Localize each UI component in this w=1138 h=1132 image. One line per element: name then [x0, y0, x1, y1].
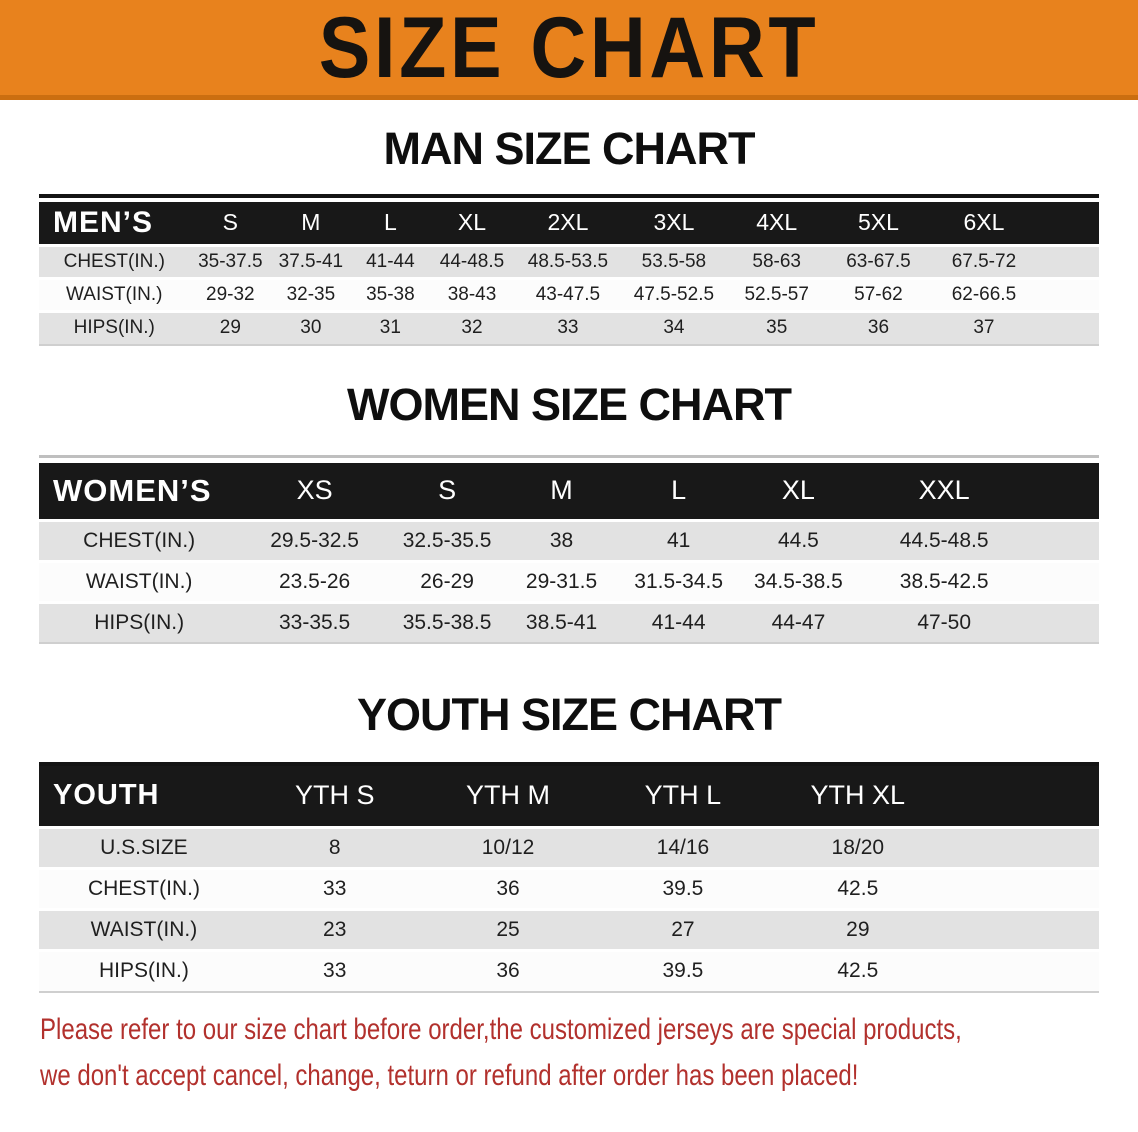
women-value-cell: 44-47: [771, 610, 826, 634]
youth-row-1: [39, 869, 1099, 910]
youth-value-cell: 23: [323, 918, 347, 941]
men-value-cell: 36: [867, 317, 890, 339]
men-value-cell: 29-32: [206, 284, 255, 305]
youth-size-table: [39, 766, 1099, 993]
men-column-header-3: XL: [457, 209, 487, 236]
women-section-heading: WOMEN SIZE CHART: [347, 378, 791, 430]
footer-line-1: Please refer to our size chart before order,the customized jerseys are special products,: [40, 1012, 962, 1046]
youth-value-cell: 36: [496, 959, 520, 983]
filler-cell: [1039, 279, 1099, 312]
women-row-label-1: WAIST(IN.): [85, 569, 193, 593]
women-row-label-2: HIPS(IN.): [94, 610, 185, 634]
women-header-row: [39, 463, 1099, 520]
women-row-0: [39, 520, 1099, 561]
men-value-cell: 37.5-41: [278, 251, 344, 272]
youth-row-3: [39, 951, 1099, 992]
men-row-label-1: WAIST(IN.): [66, 284, 163, 305]
youth-section-heading: YOUTH SIZE CHART: [356, 689, 781, 740]
women-column-header-5: XXL: [918, 475, 970, 506]
men-value-cell: 33: [557, 317, 579, 339]
men-value-cell: 48.5-53.5: [527, 251, 609, 272]
men-column-header-7: 5XL: [858, 209, 899, 236]
youth-row-label-2: WAIST(IN.): [90, 918, 198, 941]
men-section: [0, 124, 1138, 346]
youth-column-header-2: YTH L: [644, 780, 722, 811]
men-column-header-0: S: [222, 209, 238, 236]
men-value-cell: 38-43: [447, 284, 497, 305]
women-value-cell: 35.5-38.5: [402, 610, 492, 634]
youth-row-label-3: HIPS(IN.): [99, 959, 189, 983]
men-value-cell: 47.5-52.5: [633, 284, 715, 305]
men-row-label-0: CHEST(IN.): [63, 251, 165, 272]
women-group-label: WOMEN’S: [53, 472, 212, 508]
women-row-2: [39, 602, 1099, 643]
men-column-header-6: 4XL: [756, 209, 798, 236]
youth-row-0: [39, 828, 1099, 869]
men-value-cell: 30: [300, 317, 322, 339]
filler-cell: [945, 910, 1099, 951]
men-value-cell: 53.5-58: [641, 251, 707, 272]
filler-cell: [1039, 312, 1099, 345]
youth-column-header-0: YTH S: [294, 780, 375, 811]
men-value-cell: 57-62: [854, 284, 903, 305]
women-column-header-3: L: [671, 475, 687, 506]
footer-note: [40, 1007, 1138, 1099]
men-row-2: [39, 312, 1099, 345]
youth-row-2: [39, 910, 1099, 951]
youth-value-cell: 8: [328, 836, 341, 859]
men-size-table: [39, 202, 1099, 346]
women-value-cell: 44.5: [777, 528, 819, 552]
men-value-cell: 35: [766, 317, 788, 339]
men-section-heading: MAN SIZE CHART: [383, 123, 755, 174]
women-value-cell: 32.5-35.5: [402, 528, 492, 552]
women-column-header-2: M: [550, 475, 573, 506]
women-value-cell: 38: [549, 528, 574, 552]
youth-value-cell: 39.5: [662, 959, 704, 983]
men-value-cell: 32-35: [286, 284, 336, 305]
youth-header-row: [39, 766, 1099, 828]
women-column-header-0: XS: [296, 475, 333, 506]
men-column-header-2: L: [383, 209, 397, 236]
women-value-cell: 26-29: [420, 569, 474, 593]
men-value-cell: 29: [219, 317, 241, 339]
youth-value-cell: 39.5: [662, 877, 704, 900]
men-row-1: [39, 279, 1099, 312]
youth-value-cell: 27: [671, 918, 695, 941]
youth-value-cell: 42.5: [837, 959, 879, 983]
men-value-cell: 32: [461, 317, 483, 339]
men-table-wrap: [39, 194, 1099, 346]
filler-cell: [1030, 561, 1099, 602]
men-row-label-2: HIPS(IN.): [73, 317, 155, 339]
men-column-header-5: 3XL: [653, 209, 695, 236]
women-column-header-1: S: [438, 475, 457, 506]
filler-cell: [1030, 520, 1099, 561]
men-header-row: [39, 202, 1099, 246]
youth-value-cell: 42.5: [837, 877, 879, 900]
women-row-1: [39, 561, 1099, 602]
women-value-cell: 31.5-34.5: [634, 569, 724, 593]
women-value-cell: 34.5-38.5: [754, 569, 843, 593]
men-value-cell: 34: [663, 317, 685, 339]
filler-cell: [1030, 463, 1099, 520]
men-column-header-4: 2XL: [547, 209, 589, 236]
men-value-cell: 63-67.5: [846, 251, 911, 272]
men-column-header-8: 6XL: [963, 209, 1005, 236]
women-value-cell: 38.5-42.5: [899, 569, 989, 593]
women-value-cell: 38.5-41: [525, 610, 598, 634]
size-chart-banner: [0, 0, 1138, 100]
women-row-label-0: CHEST(IN.): [83, 528, 196, 552]
filler-cell: [945, 951, 1099, 992]
women-value-cell: 23.5-26: [278, 569, 351, 593]
men-value-cell: 41-44: [366, 251, 415, 272]
youth-column-header-3: YTH XL: [810, 780, 906, 811]
youth-value-cell: 18/20: [831, 836, 885, 859]
youth-row-label-0: U.S.SIZE: [100, 836, 188, 859]
men-value-cell: 44-48.5: [439, 251, 505, 272]
women-section: [0, 380, 1138, 645]
women-value-cell: 47-50: [917, 610, 972, 634]
banner-title: SIZE CHART: [318, 0, 820, 96]
youth-section: [0, 690, 1138, 993]
men-column-header-1: M: [301, 209, 321, 236]
men-value-cell: 67.5-72: [951, 251, 1017, 272]
filler-cell: [1039, 202, 1099, 246]
men-value-cell: 35-38: [366, 284, 415, 305]
women-value-cell: 41-44: [651, 610, 706, 634]
men-value-cell: 58-63: [752, 251, 802, 272]
youth-table-wrap: [39, 762, 1099, 993]
filler-cell: [945, 828, 1099, 869]
filler-cell: [1030, 602, 1099, 643]
filler-cell: [945, 766, 1099, 828]
youth-value-cell: 25: [496, 918, 520, 941]
men-value-cell: 31: [379, 317, 401, 339]
men-group-label: MEN’S: [53, 205, 154, 239]
youth-value-cell: 14/16: [656, 836, 710, 859]
men-value-cell: 35-37.5: [198, 251, 263, 272]
men-value-cell: 62-66.5: [951, 284, 1017, 305]
men-value-cell: 37: [973, 317, 995, 339]
women-value-cell: 29-31.5: [525, 569, 598, 593]
filler-cell: [945, 869, 1099, 910]
women-column-header-4: XL: [781, 475, 815, 506]
women-value-cell: 41: [666, 528, 691, 552]
youth-value-cell: 33: [323, 959, 347, 983]
youth-value-cell: 29: [846, 918, 870, 941]
women-value-cell: 29.5-32.5: [270, 528, 359, 552]
filler-cell: [1039, 246, 1099, 279]
men-value-cell: 52.5-57: [744, 284, 809, 305]
men-row-0: [39, 246, 1099, 279]
youth-column-header-1: YTH M: [466, 780, 551, 811]
women-value-cell: 33-35.5: [278, 610, 351, 634]
youth-value-cell: 10/12: [481, 836, 535, 859]
men-value-cell: 43-47.5: [535, 284, 601, 305]
youth-row-label-1: CHEST(IN.): [87, 877, 200, 900]
women-value-cell: 44.5-48.5: [899, 528, 989, 552]
youth-group-label: YOUTH: [53, 779, 160, 812]
youth-value-cell: 36: [496, 877, 520, 900]
youth-value-cell: 33: [323, 877, 347, 900]
women-table-wrap: [39, 455, 1099, 644]
women-size-table: [39, 463, 1099, 644]
footer-line-2: we don't accept cancel, change, teturn or refund after order has been placed!: [40, 1058, 859, 1092]
